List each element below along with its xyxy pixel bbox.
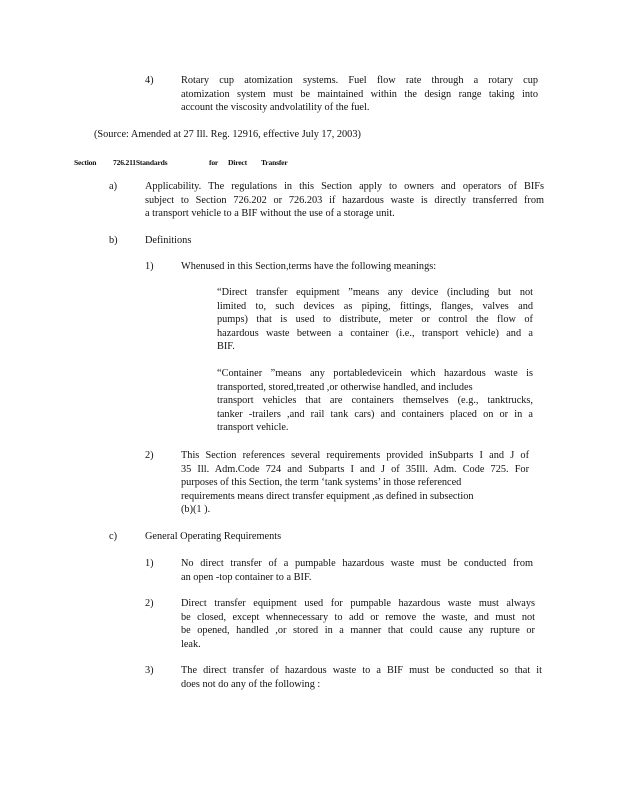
text-line: hazardous waste between a container (i.e., transport vehicle) and a bbox=[217, 327, 533, 339]
text-line: BIF. bbox=[217, 341, 235, 353]
subsection-a-text bbox=[145, 180, 544, 221]
text-line: tanker -trailers ,and rail tank cars) and containers placed on or in a bbox=[217, 408, 533, 420]
text-line: pumps) that is used to distribute, meter or control the flow of bbox=[217, 314, 533, 326]
c-item-3-number: 3) bbox=[145, 665, 154, 676]
text-line: Rotary cup atomization systems. Fuel flow rate through a rotary cup bbox=[181, 75, 538, 86]
text-line: an open -top container to a BIF. bbox=[181, 571, 312, 583]
subsection-c-title: General Operating Requirements bbox=[145, 531, 282, 542]
text-line: No direct transfer of a pumpable hazardous waste must be conducted from bbox=[181, 558, 533, 569]
c-item-1-text bbox=[181, 557, 533, 584]
c-item-3-text bbox=[181, 664, 542, 691]
c-item-2-number: 2) bbox=[145, 598, 154, 609]
source-note: (Source: Amended at 27 Ill. Reg. 12916, effective July 17, 2003) bbox=[94, 129, 361, 140]
text-line: leak. bbox=[181, 638, 201, 650]
text-line: “Direct transfer equipment ”means any device (including but not bbox=[217, 287, 533, 298]
text-line: be closed, except whennecessary to add or remove the waste, and must not bbox=[181, 611, 535, 623]
section-number-title: 726.211Standards bbox=[113, 158, 168, 167]
b-item-1-number: 1) bbox=[145, 261, 154, 272]
section-transfer: Transfer bbox=[261, 158, 288, 167]
section-label: Section bbox=[74, 158, 97, 167]
text-line: a transport vehicle to a BIF without the use of a storage unit. bbox=[145, 208, 395, 220]
text-line: atomization system must be maintained within the design range taking into bbox=[181, 88, 538, 100]
item-4-text bbox=[181, 74, 538, 115]
c-item-2-text bbox=[181, 597, 535, 651]
text-line: be opened, handled ,or stored in a manner that could cause any rupture or bbox=[181, 625, 535, 637]
c-item-1-number: 1) bbox=[145, 558, 154, 569]
subsection-b-letter: b) bbox=[109, 235, 118, 246]
text-line: transported, stored,treated ,or otherwise handled, and includes bbox=[217, 381, 473, 393]
text-line: Direct transfer equipment used for pumpable hazardous waste must always bbox=[181, 598, 535, 609]
section-heading bbox=[74, 156, 96, 170]
b-item-2-number: 2) bbox=[145, 450, 154, 461]
section-direct: Direct bbox=[228, 158, 247, 167]
subsection-a-letter: a) bbox=[109, 181, 117, 192]
text-line: purposes of this Section, the term ‘tank systems’ in those referenced bbox=[181, 477, 462, 489]
definition-direct-transfer-equipment bbox=[217, 286, 533, 354]
text-line: account the viscosity andvolatility of the fuel. bbox=[181, 102, 370, 114]
text-line: transport vehicle. bbox=[217, 422, 289, 434]
text-line: Applicability. The regulations in this Section apply to owners and operators of BIFs bbox=[145, 181, 544, 192]
text-line: “Container ”means any portabledevicein which hazardous waste is bbox=[217, 368, 533, 379]
section-for: for bbox=[209, 158, 219, 167]
text-line: The direct transfer of hazardous waste to a BIF must be conducted so that it bbox=[181, 665, 542, 676]
text-line: does not do any of the following : bbox=[181, 678, 321, 690]
text-line: (b)(1 ). bbox=[181, 504, 211, 516]
subsection-b-title: Definitions bbox=[145, 235, 192, 246]
text-line: This Section references several requirements provided inSubparts I and J of bbox=[181, 450, 529, 461]
text-line: transport vehicles that are containers themselves (e.g., tanktrucks, bbox=[217, 395, 533, 407]
text-line: requirements means direct transfer equipment ,as defined in subsection bbox=[181, 490, 474, 502]
text-line: subject to Section 726.202 or 726.203 if hazardous waste is directly transferred from bbox=[145, 194, 544, 206]
definition-container bbox=[217, 367, 533, 435]
subsection-c-letter: c) bbox=[109, 531, 117, 542]
b-item-2-text bbox=[181, 449, 529, 517]
text-line: 35 Ill. Adm.Code 724 and Subparts I and J of 35Ill. Adm. Code 725. For bbox=[181, 463, 529, 475]
b-item-1-text: Whenused in this Section,terms have the following meanings: bbox=[181, 261, 437, 272]
text-line: limited to, such devices as piping, fittings, flanges, valves and bbox=[217, 300, 533, 312]
item-4-number: 4) bbox=[145, 75, 154, 86]
